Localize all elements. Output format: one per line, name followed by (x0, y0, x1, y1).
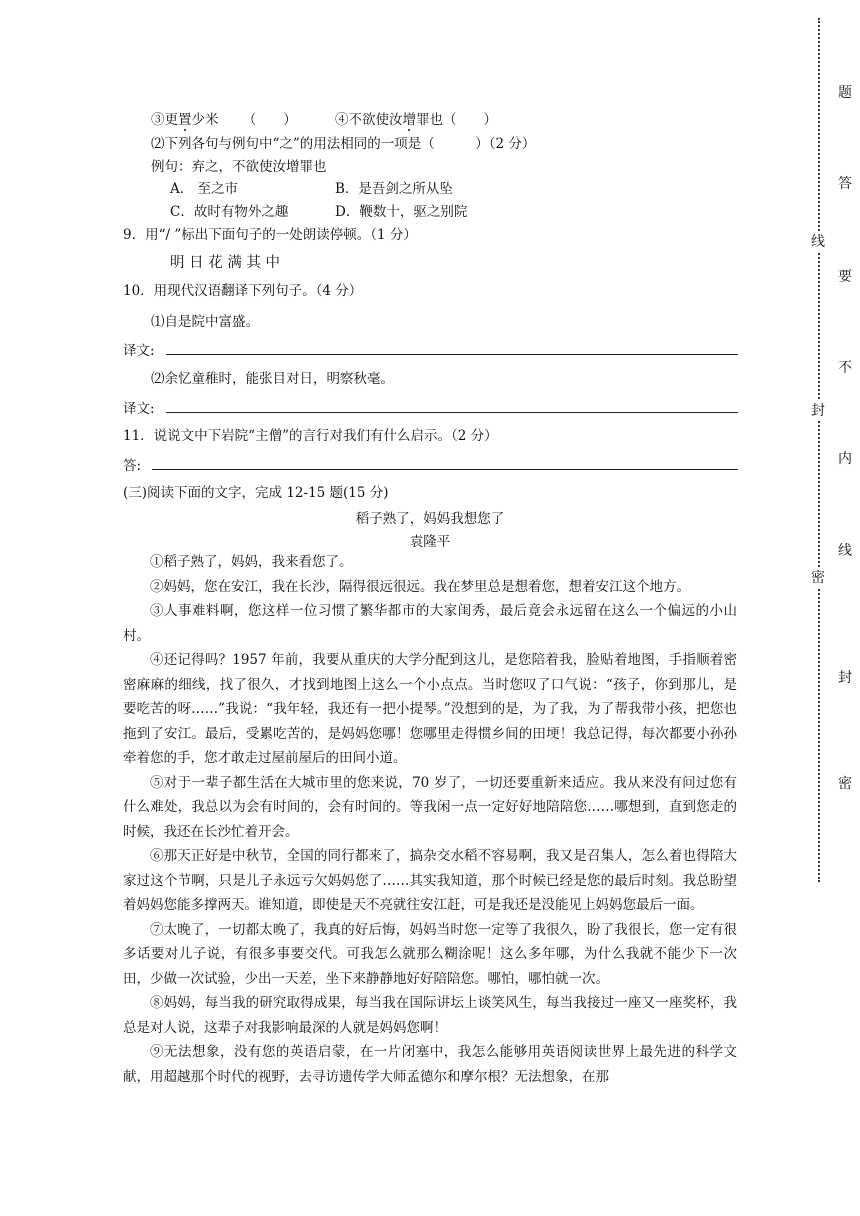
paragraph: ①稻子熟了，妈妈，我来看您了。 (150, 554, 353, 570)
passage-body (123, 550, 737, 1089)
binding-char: 题 (838, 85, 852, 101)
binding-char: 密 (838, 776, 852, 792)
paragraph: ⑦太晚了，一切都太晚了，我真的好后悔，妈妈当时您一定等了我很久，盼了我很长，您一定有很多话要对儿子说，有很多事要交代。可我怎么就那么糊涂呢！这么多年哪，为什么我就不能少下一次田，少做一次试验，少出一天差，坐下来静静地好好陪陪您。哪怕，哪怕就一次。 (123, 921, 737, 987)
q8-item-3: ③更置少米 （ ） (151, 112, 297, 128)
answer-line-2[interactable] (166, 412, 738, 413)
binding-char: 要 (838, 269, 852, 285)
q8-item-4: ④不欲使汝增罪也（ ） (335, 112, 497, 128)
q10-sentence-2: ⑵余忆童稚时，能张目对日，明察秋毫。 (151, 371, 394, 387)
binding-char: 密 (810, 567, 826, 587)
q10-sentence-1: ⑴自是院中富盛。 (151, 314, 259, 330)
option-a: A. 至之市 (170, 181, 239, 197)
option-d: D．鞭数十，驱之别院 (335, 204, 468, 220)
paragraph: ③人事难料啊，您这样一位习惯了繁华都市的大家闺秀，最后竟会永远留在这么一个偏远的小山村。 (123, 603, 737, 644)
binding-char: 答 (838, 176, 852, 192)
q10-stem: 10．用现代汉语翻译下列句子。（4 分） (123, 283, 363, 299)
binding-char: 线 (838, 543, 852, 559)
answer-label: 答: (123, 458, 142, 474)
paragraph: ④还记得吗？1957 年前，我要从重庆的大学分配到这儿，是您陪着我，脸贴着地图，手指顺着密密麻麻的细线，找了很久，才找到地图上这么一个小点点。当时您叹了口气说：“孩子，你到那儿，是要吃苦的呀……”我说：“我年轻，我还有一把小提琴。”没想到的是，为了我，为了帮我带小孩，把您也拖到了安江。最后，受累吃苦的，是妈妈您哪！您哪里走得惯乡间的田埂！我总记得，每次都要小孙孙牵着您的手，您才敢走过屋前屋后的田间小道。 (123, 652, 737, 766)
paragraph: ⑨无法想象，没有您的英语启蒙，在一片闭塞中，我怎么能够用英语阅读世界上最先进的科学文献，用超越那个时代的视野，去寻访遗传学大师孟德尔和摩尔根？无法想象，在那 (123, 1044, 737, 1085)
translation-label-1: 译文: (123, 343, 155, 359)
binding-char: 封 (838, 670, 852, 686)
q8-2-stem: ⑵下列各句与例句中“之”的用法相同的一项是（ ）（2 分） (151, 136, 536, 152)
option-c: C．故时有物外之趣 (170, 204, 289, 220)
passage-title: 稻子熟了，妈妈我想您了 (355, 511, 505, 527)
passage-author: 袁隆平 (409, 534, 451, 550)
binding-char: 线 (810, 231, 826, 251)
answer-blank[interactable]: （ ） (242, 112, 297, 128)
answer-line-3[interactable] (152, 469, 738, 470)
q8-2-example: 例句：弃之，不欲使汝增罪也 (151, 159, 327, 175)
q11-stem: 11．说说文中下岩院“主僧”的言行对我们有什么启示。（2 分） (123, 428, 498, 444)
binding-char: 封 (810, 400, 826, 420)
section-3-heading: (三)阅读下面的文字，完成 12-15 题(15 分) (123, 485, 389, 501)
binding-char: 不 (838, 360, 852, 376)
answer-blank[interactable]: （ ） (443, 112, 497, 128)
paragraph: ⑧妈妈，每当我的研究取得成果，每当我在国际讲坛上谈笑风生，每当我接过一座又一座奖杯，我总是对人说，这辈子对我影响最深的人就是妈妈您啊！ (123, 995, 737, 1036)
paragraph: ②妈妈，您在安江，我在长沙，隔得很远很远。我在梦里总是想着您，想着安江这个地方。 (150, 578, 690, 595)
binding-dotted-line (818, 18, 820, 882)
answer-line-1[interactable] (166, 354, 738, 355)
binding-char: 内 (838, 451, 852, 467)
option-b: B．是吾剑之所从坠 (335, 181, 453, 197)
translation-label-2: 译文: (123, 401, 155, 417)
paragraph: ⑥那天正好是中秋节，全国的同行都来了，搞杂交水稻不容易啊，我又是召集人，怎么着也得陪大家过这个节啊，只是儿子永远亏欠妈妈您了……其实我知道，那个时候已经是您的最后时刻。我总盼望着妈妈您能多撑两天。谁知道，即使是天不亮就往安江赶，可是我还是没能见上妈妈您最后一面。 (123, 848, 737, 913)
q9-stem: 9．用“/ ”标出下面句子的一处朗读停顿。（1 分） (123, 227, 417, 243)
paragraph: ⑤对于一辈子都生活在大城市里的您来说，70 岁了，一切还要重新来适应。我从来没有问过您有什么难处，我总以为会有时间的，会有时间的。等我闲一点一定好好地陪陪您……哪想到，直到您走的时候，我还在长沙忙着开会。 (123, 774, 737, 840)
q9-sentence: 明 日 花 满 其 中 (170, 255, 281, 271)
